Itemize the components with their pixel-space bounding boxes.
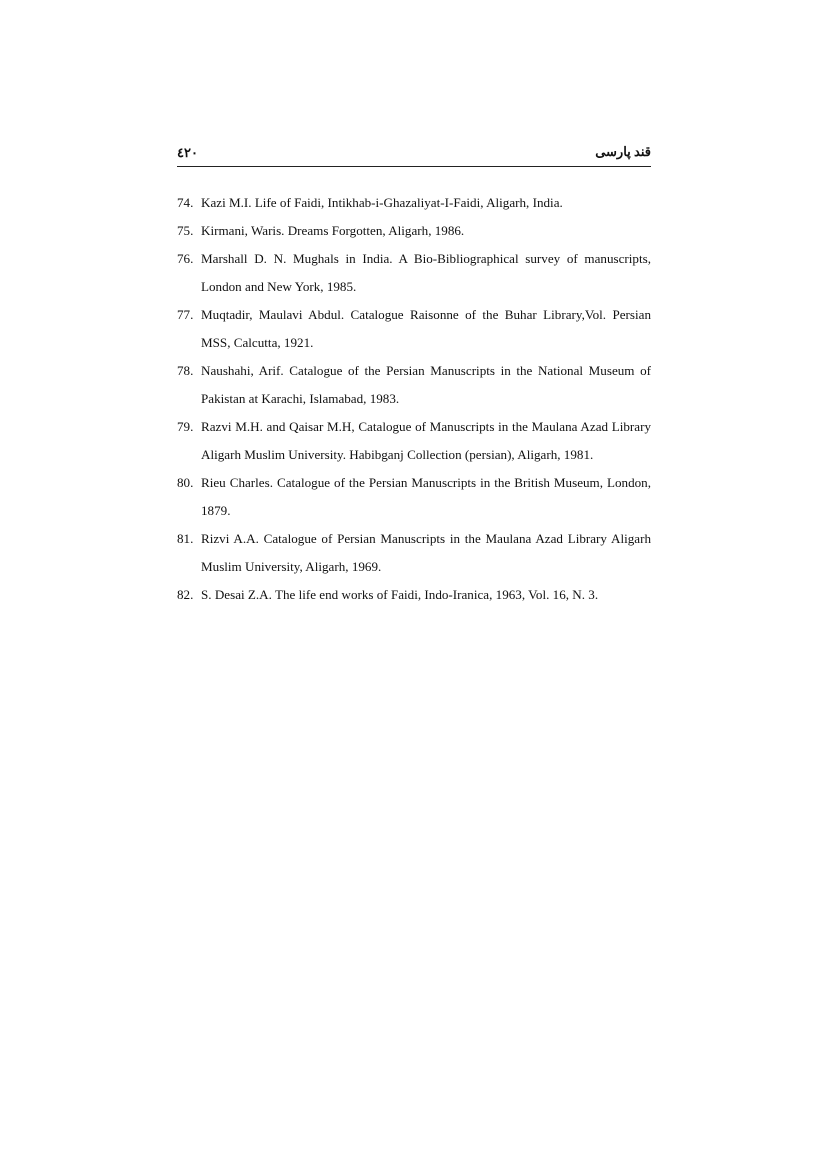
reference-text: Rizvi A.A. Catalogue of Persian Manuscripts in the Maulana Azad Library Aligarh Muslim University, Aligarh, 1969.: [201, 530, 651, 574]
reference-number: 78.: [177, 363, 194, 379]
page-number: ٤٢٠: [177, 145, 198, 160]
reference-text: Kazi M.I. Life of Faidi, Intikhab-i-Ghazaliyat-I-Faidi, Aligarh, India.: [201, 195, 563, 210]
reference-item: [177, 217, 651, 245]
reference-item: [177, 245, 651, 300]
reference-number: 81.: [177, 530, 194, 546]
reference-item: [177, 357, 651, 412]
reference-number: 79.: [177, 419, 194, 435]
reference-item: [177, 525, 651, 580]
reference-number: 77.: [177, 307, 194, 323]
reference-item: [177, 189, 651, 217]
reference-text: S. Desai Z.A. The life end works of Faidi, Indo-Iranica, 1963, Vol. 16, N. 3.: [201, 586, 599, 602]
reference-list: [177, 189, 651, 609]
reference-item: [177, 301, 651, 356]
reference-number: 82.: [177, 586, 194, 602]
reference-number: 76.: [177, 251, 194, 267]
reference-number: 74.: [177, 195, 194, 210]
reference-text: Marshall D. N. Mughals in India. A Bio-Bibliographical survey of manuscripts, London and New York, 1985.: [201, 251, 651, 295]
reference-item: [177, 413, 651, 468]
reference-text: Kirmani, Waris. Dreams Forgotten, Aligarh, 1986.: [201, 223, 465, 239]
reference-item: [177, 469, 651, 524]
reference-text: Razvi M.H. and Qaisar M.H, Catalogue of Manuscripts in the Maulana Azad Library Aligarh Muslim University. Habibganj Collection (persian), Aligarh, 1981.: [201, 419, 651, 462]
running-title: قند پارسی: [595, 144, 651, 159]
page-header: [177, 142, 651, 167]
reference-text: Rieu Charles. Catalogue of the Persian Manuscripts in the British Museum, London, 1879.: [201, 475, 651, 518]
reference-text: Muqtadir, Maulavi Abdul. Catalogue Raisonne of the Buhar Library,Vol. Persian MSS, Calcutta, 1921.: [201, 307, 651, 351]
reference-text: Naushahi, Arif. Catalogue of the Persian Manuscripts in the National Museum of Pakistan at Karachi, Islamabad, 1983.: [201, 363, 651, 406]
reference-number: 80.: [177, 475, 194, 491]
reference-number: 75.: [177, 223, 194, 239]
reference-item: [177, 581, 651, 609]
